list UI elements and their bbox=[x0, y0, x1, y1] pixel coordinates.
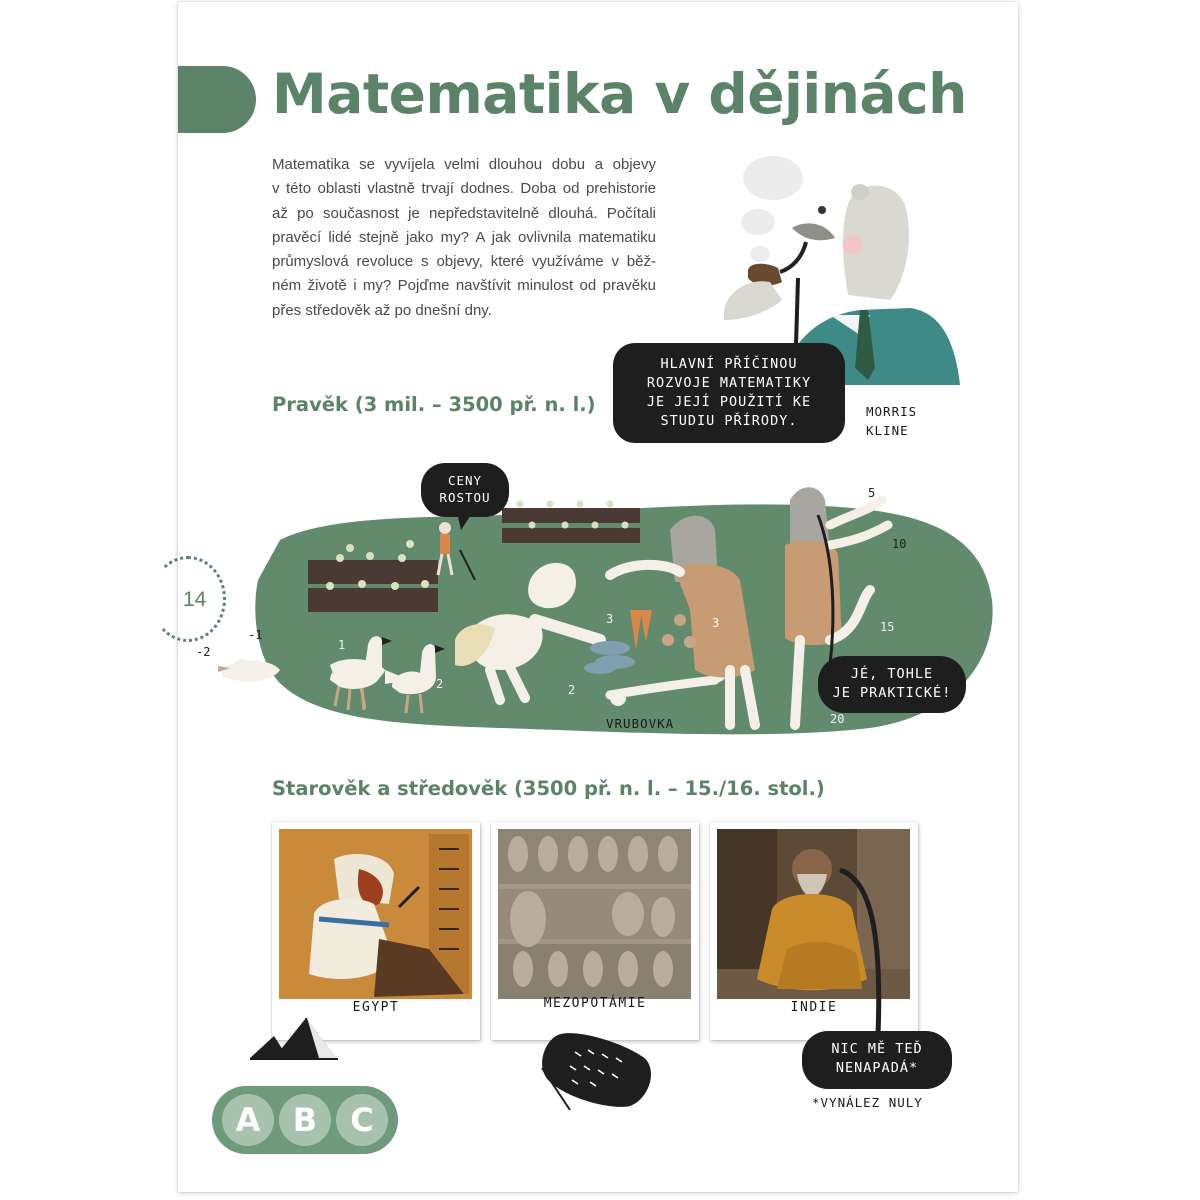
photo-card-egypt bbox=[272, 822, 480, 1040]
photo-caption: INDIE bbox=[790, 1000, 838, 1015]
number-label: 2 bbox=[436, 677, 444, 691]
section-heading-antiquity: Starověk a středověk (3500 př. n. l. – 15./16. stol.) bbox=[272, 777, 825, 800]
clay-tablet-icon bbox=[530, 1030, 660, 1110]
badge-letter-c: C bbox=[336, 1094, 388, 1146]
quote-author-line: MORRIS bbox=[866, 404, 918, 419]
prices-bubble bbox=[421, 463, 509, 517]
quote-author bbox=[866, 402, 917, 440]
number-label: 20 bbox=[830, 712, 845, 726]
intro-line: průmyslová revoluce s objevy, které využíváme v běž- bbox=[272, 253, 656, 271]
bubble-line: CENY bbox=[447, 473, 483, 488]
number-label: 15 bbox=[880, 620, 895, 634]
quote-line: HLAVNÍ PŘÍČINOU bbox=[660, 356, 798, 372]
egypt-image bbox=[279, 829, 472, 999]
bubble-line: NIC MĚ TEĎ bbox=[831, 1041, 923, 1057]
number-label: 3 bbox=[712, 616, 720, 630]
bubble-line: JE PRAKTICKÉ! bbox=[832, 685, 952, 701]
intro-line: až po současnost je nepředstavitelně dlouhá. Počítali bbox=[272, 204, 656, 222]
intro-line: přes středověk až po dnešní dny. bbox=[272, 301, 492, 319]
photo-caption: MEZOPOTÁMIE bbox=[543, 996, 647, 1011]
page-number: 14 bbox=[183, 588, 207, 611]
section-heading-prehistory: Pravěk (3 mil. – 3500 př. n. l.) bbox=[272, 393, 596, 416]
india-bubble-pointer bbox=[820, 860, 900, 1040]
page-title: Matematika v dějinách bbox=[272, 62, 967, 126]
prices-bubble-tail bbox=[455, 512, 475, 532]
badge-letter-b: B bbox=[279, 1094, 331, 1146]
quote-bubble bbox=[613, 343, 845, 443]
number-label: -1 bbox=[248, 628, 263, 642]
pyramids-icon bbox=[248, 1012, 340, 1062]
quote-author-line: KLINE bbox=[866, 423, 909, 438]
quote-line: ROZVOJE MATEMATIKY bbox=[646, 375, 812, 391]
number-label: 10 bbox=[892, 537, 907, 551]
bubble-line: NENAPADÁ* bbox=[835, 1060, 919, 1076]
number-label: 2 bbox=[568, 683, 576, 697]
intro-line: pravěcí lidé stejně jako my? A jak ovlivnila matematiku bbox=[272, 228, 656, 246]
photo-card-mesopotamia bbox=[491, 822, 699, 1040]
practical-bubble bbox=[818, 656, 966, 713]
intro-line: ném životě i my? Pojďme navštívit minulost od pravěku bbox=[272, 277, 656, 295]
abc-badge bbox=[212, 1086, 398, 1154]
bubble-line: JÉ, TOHLE bbox=[850, 666, 934, 682]
intro-line: v této oblasti vlastně trvají dodnes. Doba od prehistorie bbox=[272, 180, 656, 198]
photo-caption: EGYPT bbox=[352, 1000, 400, 1015]
india-bubble bbox=[802, 1031, 952, 1089]
bone-label: VRUBOVKA bbox=[606, 716, 675, 731]
mesopotamia-image bbox=[498, 829, 691, 999]
badge-letter-a: A bbox=[222, 1094, 274, 1146]
number-label: -2 bbox=[196, 645, 211, 659]
quote-line: STUDIU PŘÍRODY. bbox=[660, 413, 798, 429]
bubble-line: ROSTOU bbox=[439, 490, 491, 505]
quote-line: JE JEJÍ POUŽITÍ KE bbox=[646, 394, 812, 410]
zero-footnote: *VYNÁLEZ NULY bbox=[812, 1095, 923, 1110]
intro-line: Matematika se vyvíjela velmi dlouhou dobu a objevy bbox=[272, 156, 656, 173]
number-label: 1 bbox=[338, 638, 346, 652]
number-label: 3 bbox=[606, 612, 614, 626]
intro-paragraph bbox=[272, 153, 656, 323]
number-label: 5 bbox=[868, 486, 876, 500]
title-tab-marker bbox=[178, 66, 256, 133]
